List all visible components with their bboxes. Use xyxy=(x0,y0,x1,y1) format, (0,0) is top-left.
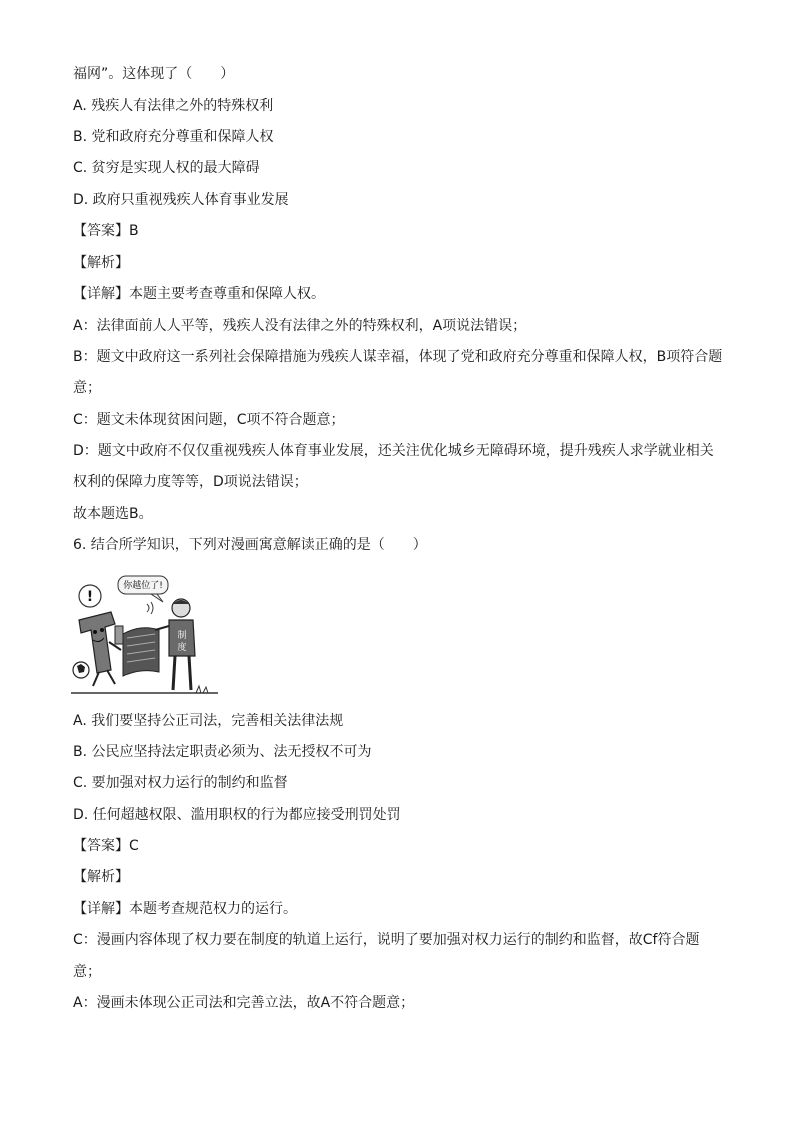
q6-explanation-c-cont: 意； xyxy=(73,964,101,980)
q5-option-d: D. 政府只重视残疾人体育事业发展 xyxy=(73,192,289,208)
q5-option-c: C. 贫穷是实现人权的最大障碍 xyxy=(73,160,260,176)
q6-stem: 6. 结合所学知识，下列对漫画寓意解读正确的是（ ） xyxy=(73,537,427,553)
q5-explanation-d: D：题文中政府不仅仅重视残疾人体育事业发展，还关注优化城乡无障碍环境，提升残疾人求学就业相关 xyxy=(73,443,714,459)
q5-option-b: B. 党和政府充分尊重和保障人权 xyxy=(73,129,274,145)
q5-explanation-a: A：法律面前人人平等，残疾人没有法律之外的特殊权利，A项说法错误； xyxy=(73,318,527,334)
referee-figure xyxy=(155,599,195,690)
q6-option-d: D. 任何超越权限、滥用职权的行为都应接受刑罚处罚 xyxy=(73,807,401,823)
q6-detail: 【详解】本题考查规范权力的运行。 xyxy=(73,901,297,917)
q5-stem-tail: 福网”。这体现了（ ） xyxy=(73,66,235,82)
q5-detail: 【详解】本题主要考查尊重和保障人权。 xyxy=(73,286,325,302)
q5-analysis-label: 【解析】 xyxy=(73,255,129,271)
q6-option-b: B. 公民应坚持法定职责必须为、法无授权不可为 xyxy=(73,744,372,760)
q6-option-c: C. 要加强对权力运行的制约和监督 xyxy=(73,775,288,791)
q5-explanation-d-cont: 权利的保障力度等等，D项说法错误； xyxy=(73,474,308,490)
exclamation-text: ! xyxy=(86,589,94,605)
q5-explanation-b: B：题文中政府这一系列社会保障措施为残疾人谋幸福，体现了党和政府充分尊重和保障人权，B项符合题 xyxy=(73,349,723,365)
q5-explanation-c: C：题文未体现贫困问题，C项不符合题意； xyxy=(73,412,345,428)
q5-conclusion: 故本题选B。 xyxy=(73,506,153,522)
q6-analysis-label: 【解析】 xyxy=(73,869,129,885)
shirt-text-bottom: 度 xyxy=(177,643,187,653)
q6-explanation-c: C：漫画内容体现了权力要在制度的轨道上运行，说明了要加强对权力运行的制约和监督，故Cf符合题 xyxy=(73,932,700,948)
q5-explanation-b-cont: 意； xyxy=(73,380,101,396)
q5-answer: 【答案】B xyxy=(73,223,139,239)
cartoon-image xyxy=(71,572,218,696)
speech-bubble-text: 你越位了! xyxy=(123,581,163,591)
q6-answer: 【答案】C xyxy=(73,838,139,854)
shirt-text-top: 制 xyxy=(177,631,187,641)
q6-option-a: A. 我们要坚持公正司法，完善相关法律法规 xyxy=(73,713,344,729)
q5-option-a: A. 残疾人有法律之外的特殊权利 xyxy=(73,98,274,114)
q6-explanation-a: A：漫画未体现公正司法和完善立法，故A不符合题意； xyxy=(73,995,415,1011)
